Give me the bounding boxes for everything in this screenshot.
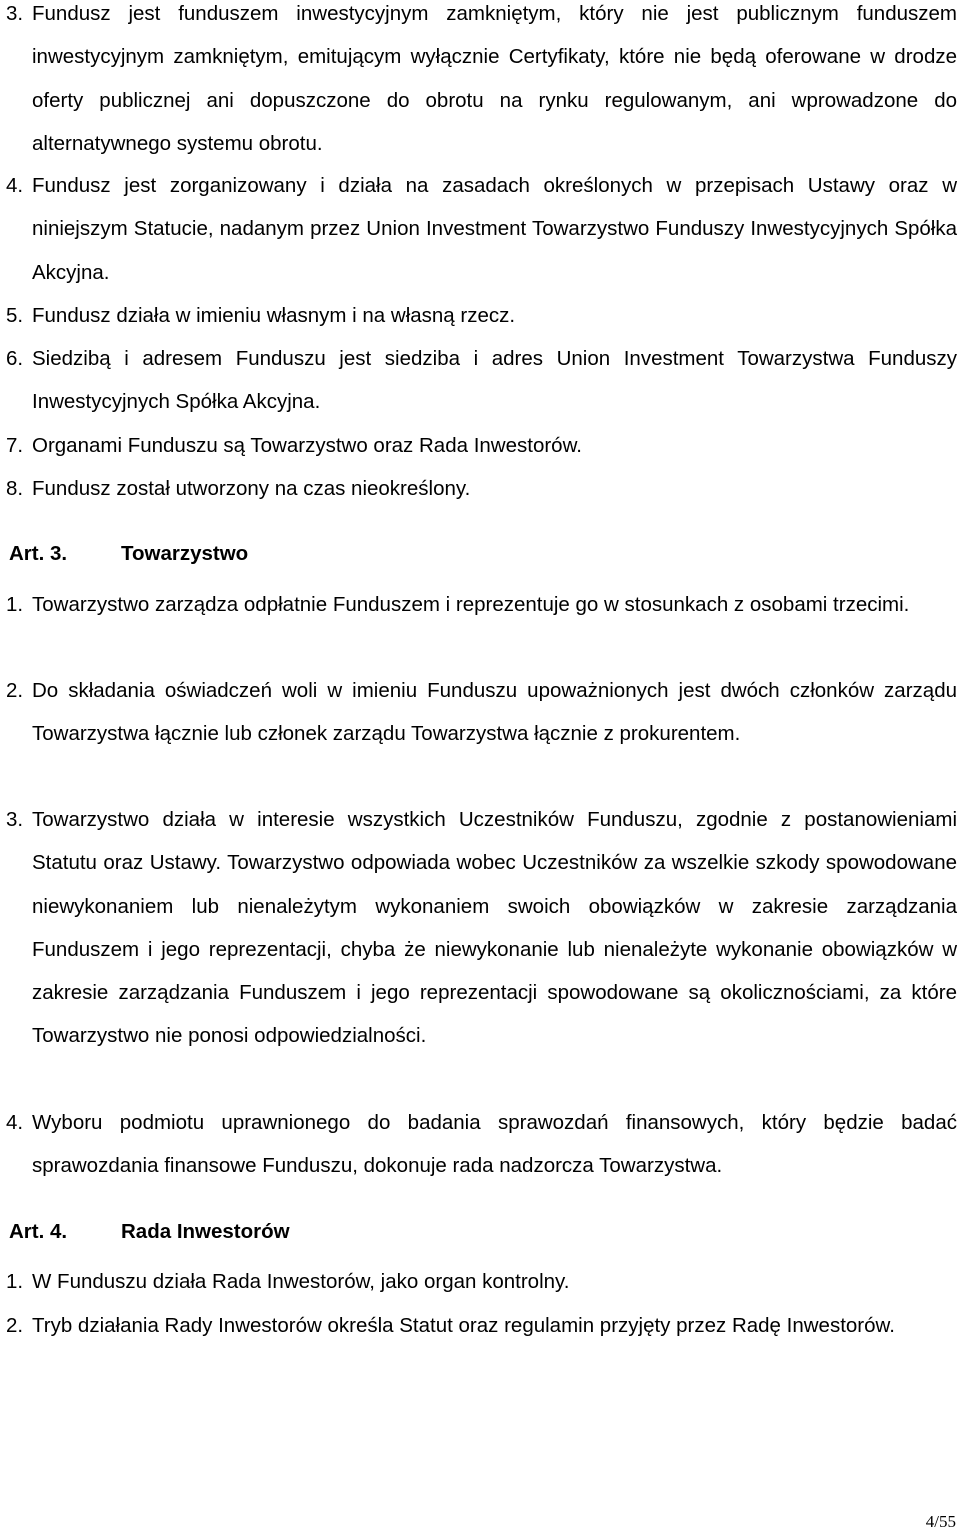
article-3-paragraph-2: [0, 669, 957, 756]
article-title: Rada Inwestorów: [121, 1220, 290, 1243]
paragraph-number: 8.: [6, 477, 24, 500]
paragraph-number: 3.: [6, 808, 24, 831]
paragraph-text: Towarzystwo działa w interesie wszystkich Uczestników Funduszu, zgodnie z postanowieniami Statutu oraz Ustawy. Towarzystwo odpowiada wobec Uczestników za wszelkie szkody spowodowane niewykonaniem lub nienależytym wykonaniem swoich obowiązków w zakresie zarządzania Funduszem i jego reprezentacji, chyba że niewykonanie lub nienależyte wykonanie obowiązków w zakresie zarządzania Funduszem i jego reprezentacji spowodowane są okolicznościami, za które Towarzystwo nie ponosi odpowiedzialności.: [32, 808, 957, 1048]
article-3-paragraph-3: [0, 798, 957, 1058]
paragraph-text: Organami Funduszu są Towarzystwo oraz Rada Inwestorów.: [32, 434, 582, 457]
page-number: 4/55: [925, 1512, 956, 1531]
article-3-heading: [6, 539, 606, 569]
paragraph-4: [0, 164, 957, 294]
paragraph-number: 4.: [6, 1111, 24, 1134]
paragraph-number: 7.: [6, 434, 24, 457]
paragraph-text: Siedzibą i adresem Funduszu jest siedziba i adres Union Investment Towarzystwa Funduszy Inwestycyjnych Spółka Akcyjna.: [32, 347, 957, 414]
paragraph-number: 4.: [6, 174, 24, 197]
paragraph-text: Towarzystwo zarządza odpłatnie Funduszem i reprezentuje go w stosunkach z osobami trzecimi.: [32, 593, 910, 616]
paragraph-number: 6.: [6, 347, 24, 370]
paragraph-8: [0, 467, 957, 510]
paragraph-text: Do składania oświadczeń woli w imieniu Funduszu upoważnionych jest dwóch członków zarządu Towarzystwa łącznie lub członek zarządu Towarzystwa łącznie z prokurentem.: [32, 679, 957, 746]
article-3-paragraph-4: [0, 1101, 957, 1188]
paragraph-text: Tryb działania Rady Inwestorów określa Statut oraz regulamin przyjęty przez Radę Inwestorów.: [32, 1314, 895, 1337]
paragraph-number: 1.: [6, 593, 24, 616]
paragraph-text: W Funduszu działa Rada Inwestorów, jako organ kontrolny.: [32, 1270, 570, 1293]
paragraph-3: [0, 0, 957, 165]
paragraph-text: Wyboru podmiotu uprawnionego do badania sprawozdań finansowych, który będzie badać sprawozdania finansowe Funduszu, dokonuje rada nadzorcza Towarzystwa.: [32, 1111, 957, 1178]
paragraph-number: 2.: [6, 1314, 24, 1337]
paragraph-number: 2.: [6, 679, 24, 702]
article-title: Towarzystwo: [121, 542, 249, 565]
paragraph-5: [0, 294, 957, 337]
paragraph-text: Fundusz jest funduszem inwestycyjnym zamkniętym, który nie jest publicznym funduszem inwestycyjnym zamkniętym, emitującym wyłącznie Certyfikaty, które nie będą oferowane w drodze oferty publicznej ani dopuszczone do obrotu na rynku regulowanym, ani wprowadzone do alternatywnego systemu obrotu.: [32, 2, 957, 155]
paragraph-number: 3.: [6, 2, 24, 25]
paragraph-text: Fundusz działa w imieniu własnym i na własną rzecz.: [32, 304, 516, 327]
article-4-paragraph-1: [0, 1260, 957, 1303]
paragraph-number: 1.: [6, 1270, 24, 1293]
paragraph-number: 5.: [6, 304, 24, 327]
article-4-heading: [6, 1217, 606, 1247]
paragraph-7: [0, 424, 957, 467]
article-number: Art. 3.: [9, 542, 68, 565]
article-3-paragraph-1: [0, 583, 957, 626]
article-4-paragraph-2: [0, 1304, 957, 1347]
paragraph-text: Fundusz został utworzony na czas nieokreślony.: [32, 477, 471, 500]
paragraph-text: Fundusz jest zorganizowany i działa na zasadach określonych w przepisach Ustawy oraz w niniejszym Statucie, nadanym przez Union Investment Towarzystwo Funduszy Inwestycyjnych Spółka Akcyjna.: [32, 174, 957, 284]
paragraph-6: [0, 337, 957, 424]
article-number: Art. 4.: [9, 1220, 68, 1243]
